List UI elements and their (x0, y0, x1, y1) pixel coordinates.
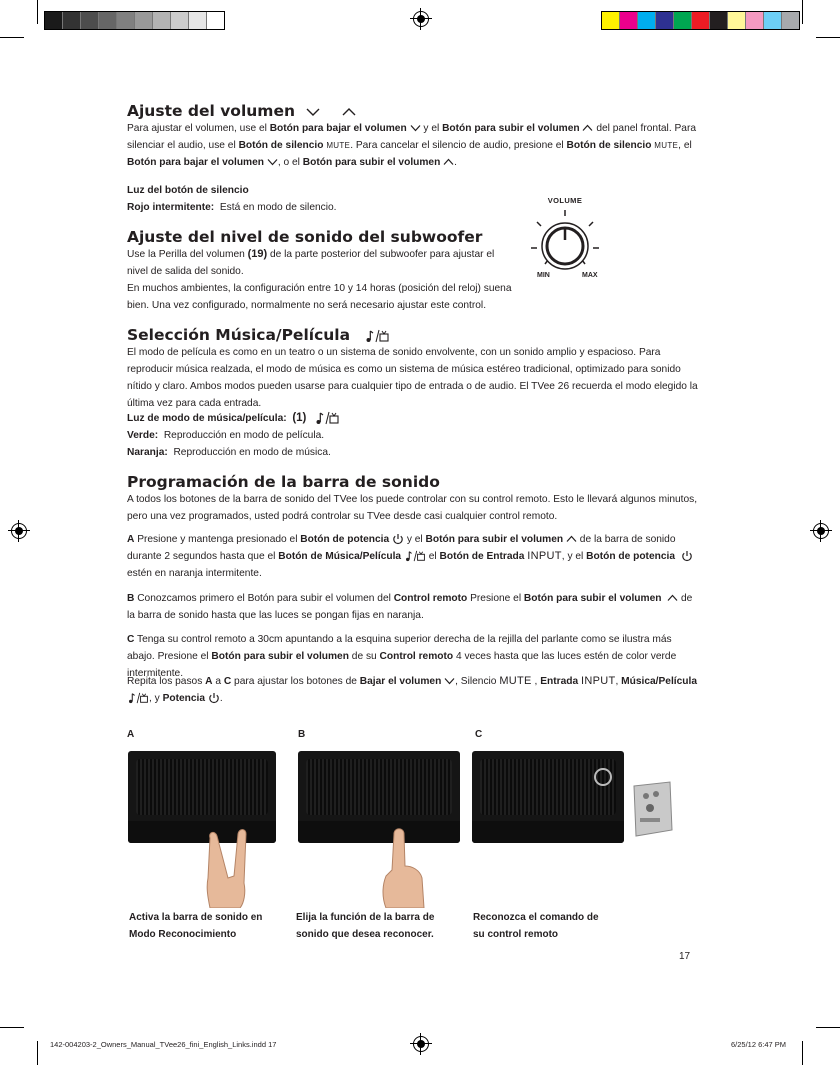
caption-c: Reconozca el comando de su control remoto (473, 912, 599, 940)
programming-intro: A todos los botones de la barra de sonido del TVee los puede controlar con su control remoto. Esto le llevará algunos minutos, pero una vez programados, usted podrá controlar su TVee desde casi cualquier control remoto. (127, 494, 698, 522)
color-swatch (656, 12, 674, 29)
chevron-up-icon (667, 594, 678, 602)
registration-mark-left (11, 523, 27, 539)
volume-paragraph: Para ajustar el volumen, use el Botón para bajar el volumen y el Botón para subir el volumen del panel frontal. Para silenciar el audio, use el Botón de silencio MUTE. Para cancelar el silencio de audio, presione el Botón de silencio MUTE, el Botón para bajar el volumen , o el Botón para subir el volumen . (127, 123, 697, 168)
soundbar-photo-c (472, 751, 624, 843)
power-icon (681, 550, 693, 562)
gray-swatch (117, 12, 135, 29)
registration-mark-top (413, 11, 429, 27)
input-label: INPUT (527, 550, 562, 562)
step-label-b: B (298, 729, 306, 740)
music-movie-icon (365, 329, 389, 343)
target-circle-icon (594, 768, 612, 786)
chevron-up-icon (566, 535, 577, 543)
crop-mark-bottom-right-v (802, 1041, 803, 1065)
mute-light-line: Rojo intermitente: Está en modo de silencio. (127, 202, 337, 213)
caption-a: Activa la barra de sonido en Modo Reconocimiento (129, 912, 263, 940)
color-swatch (638, 12, 656, 29)
heading-subwoofer: Ajuste del nivel de sonido del subwoofer (127, 228, 483, 246)
color-swatch (710, 12, 728, 29)
two-fingers-icon (200, 828, 270, 908)
mute-label: MUTE (499, 675, 532, 687)
color-swatch (602, 12, 620, 29)
gray-calibration-bar (44, 11, 225, 30)
color-calibration-bar (601, 11, 800, 30)
step-b-paragraph: B Conozcamos primero el Botón para subir el volumen del Control remoto Presione el Botón para subir el volumen de la barra de sonido hasta que las luces se pongan fijas en naranja. (127, 593, 693, 621)
chevron-down-icon (306, 107, 320, 117)
gray-swatch (189, 12, 207, 29)
subwoofer-paragraph-2: En muchos ambientes, la configuración entre 10 y 14 horas (posición del reloj) suena bien. Una vez configurado, normalmente no será necesario ajustar este control. (127, 283, 512, 311)
music-movie-icon (127, 692, 149, 704)
crop-mark-top-right-h (816, 37, 840, 38)
step-label-a: A (127, 729, 135, 740)
volume-knob-icon (515, 204, 615, 284)
chevron-up-icon (582, 124, 593, 132)
chevron-down-icon (410, 124, 421, 132)
knob-volume-label: VOLUME (547, 196, 583, 205)
gray-swatch (63, 12, 81, 29)
color-swatch (692, 12, 710, 29)
knob-min-label: MIN (537, 272, 550, 279)
heading-music-movie: Selección Música/Película (127, 326, 389, 344)
heading-volume-text: Ajuste del volumen (127, 102, 296, 120)
color-swatch (782, 12, 799, 29)
crop-mark-bottom-left-h (0, 1027, 24, 1028)
step-label-c: C (475, 729, 483, 740)
mute-light-title: Luz del botón de silencio (127, 185, 249, 196)
mode-light-green: Verde: Reproducción en modo de película. (127, 430, 325, 441)
gray-swatch (153, 12, 171, 29)
crop-mark-top-right-v (802, 0, 803, 24)
page-number: 17 (679, 951, 691, 962)
power-icon (208, 692, 220, 704)
color-swatch (764, 12, 782, 29)
color-swatch (728, 12, 746, 29)
gray-swatch (207, 12, 224, 29)
volume-knob-illustration (515, 196, 615, 286)
music-movie-icon (315, 411, 339, 425)
crop-mark-top-left-v (37, 0, 38, 24)
footer-date: 6/25/12 6:47 PM (731, 1040, 787, 1049)
color-swatch (674, 12, 692, 29)
step-c-paragraph: C Tenga su control remoto a 30cm apuntando a la esquina superior derecha de la rejilla del parlante como se ilustra más abajo. Presione el Botón para subir el volumen de su Control remoto 4 veces hasta que las luces estén de color verde intermitente. (127, 634, 677, 679)
mode-light-orange: Naranja: Reproducción en modo de música. (127, 447, 331, 458)
caption-b: Elija la función de la barra de sonido que desea reconocer. (296, 912, 435, 940)
gray-swatch (171, 12, 189, 29)
chevron-up-icon (443, 158, 454, 166)
gray-swatch (135, 12, 153, 29)
registration-mark-bottom (413, 1036, 429, 1052)
chevron-up-icon (342, 107, 356, 117)
chevron-down-icon (444, 677, 455, 685)
music-movie-icon (404, 550, 426, 562)
heading-volume (127, 102, 356, 120)
repeat-paragraph: Repita los pasos A a C para ajustar los botones de Bajar el volumen , Silencio MUTE , Entrada INPUT, Música/Película , y Potencia . (127, 675, 698, 704)
mode-light-line: Luz de modo de música/película: (1) (127, 410, 339, 427)
input-label: INPUT (580, 675, 616, 687)
power-icon (392, 533, 404, 545)
chevron-down-icon (267, 158, 278, 166)
crop-mark-bottom-right-h (816, 1027, 840, 1028)
color-swatch (746, 12, 764, 29)
gray-swatch (81, 12, 99, 29)
music-movie-paragraph: El modo de película es como en un teatro o un sistema de sonido envolvente, con un sonido amplio y espacioso. Para reproducir música realzada, el modo de música es como un sistema de música estéreo tradicional, optimizado para sonido nítido y claro. Ambos modos pueden usarse para cualquier tipo de entrada o de audio. El TVee 26 recuerda el modo elegido la última vez para cada entrada. (127, 347, 698, 409)
gray-swatch (45, 12, 63, 29)
remote-control-icon (626, 780, 674, 840)
heading-programming: Programación de la barra de sonido (127, 473, 440, 491)
footer-filename: 142-004203-2_Owners_Manual_TVee26_fini_English_Links.indd 17 (50, 1040, 277, 1049)
gray-swatch (99, 12, 117, 29)
finger-press-icon (372, 826, 432, 908)
color-swatch (620, 12, 638, 29)
crop-mark-top-left-h (0, 37, 24, 38)
knob-max-label: MAX (582, 272, 598, 279)
step-a-paragraph: A Presione y mantenga presionado el Botón de potencia y el Botón para subir el volumen de la barra de sonido durante 2 segundos hasta que el Botón de Música/Película el Botón de Entrada INPUT, y el Botón de potencia estén en naranja intermitente. (127, 531, 702, 582)
crop-mark-bottom-left-v (37, 1041, 38, 1065)
registration-mark-right (813, 523, 829, 539)
subwoofer-paragraph-1: Use la Perilla del volumen (19) de la parte posterior del subwoofer para ajustar el nivel de salida del sonido. (127, 248, 495, 277)
